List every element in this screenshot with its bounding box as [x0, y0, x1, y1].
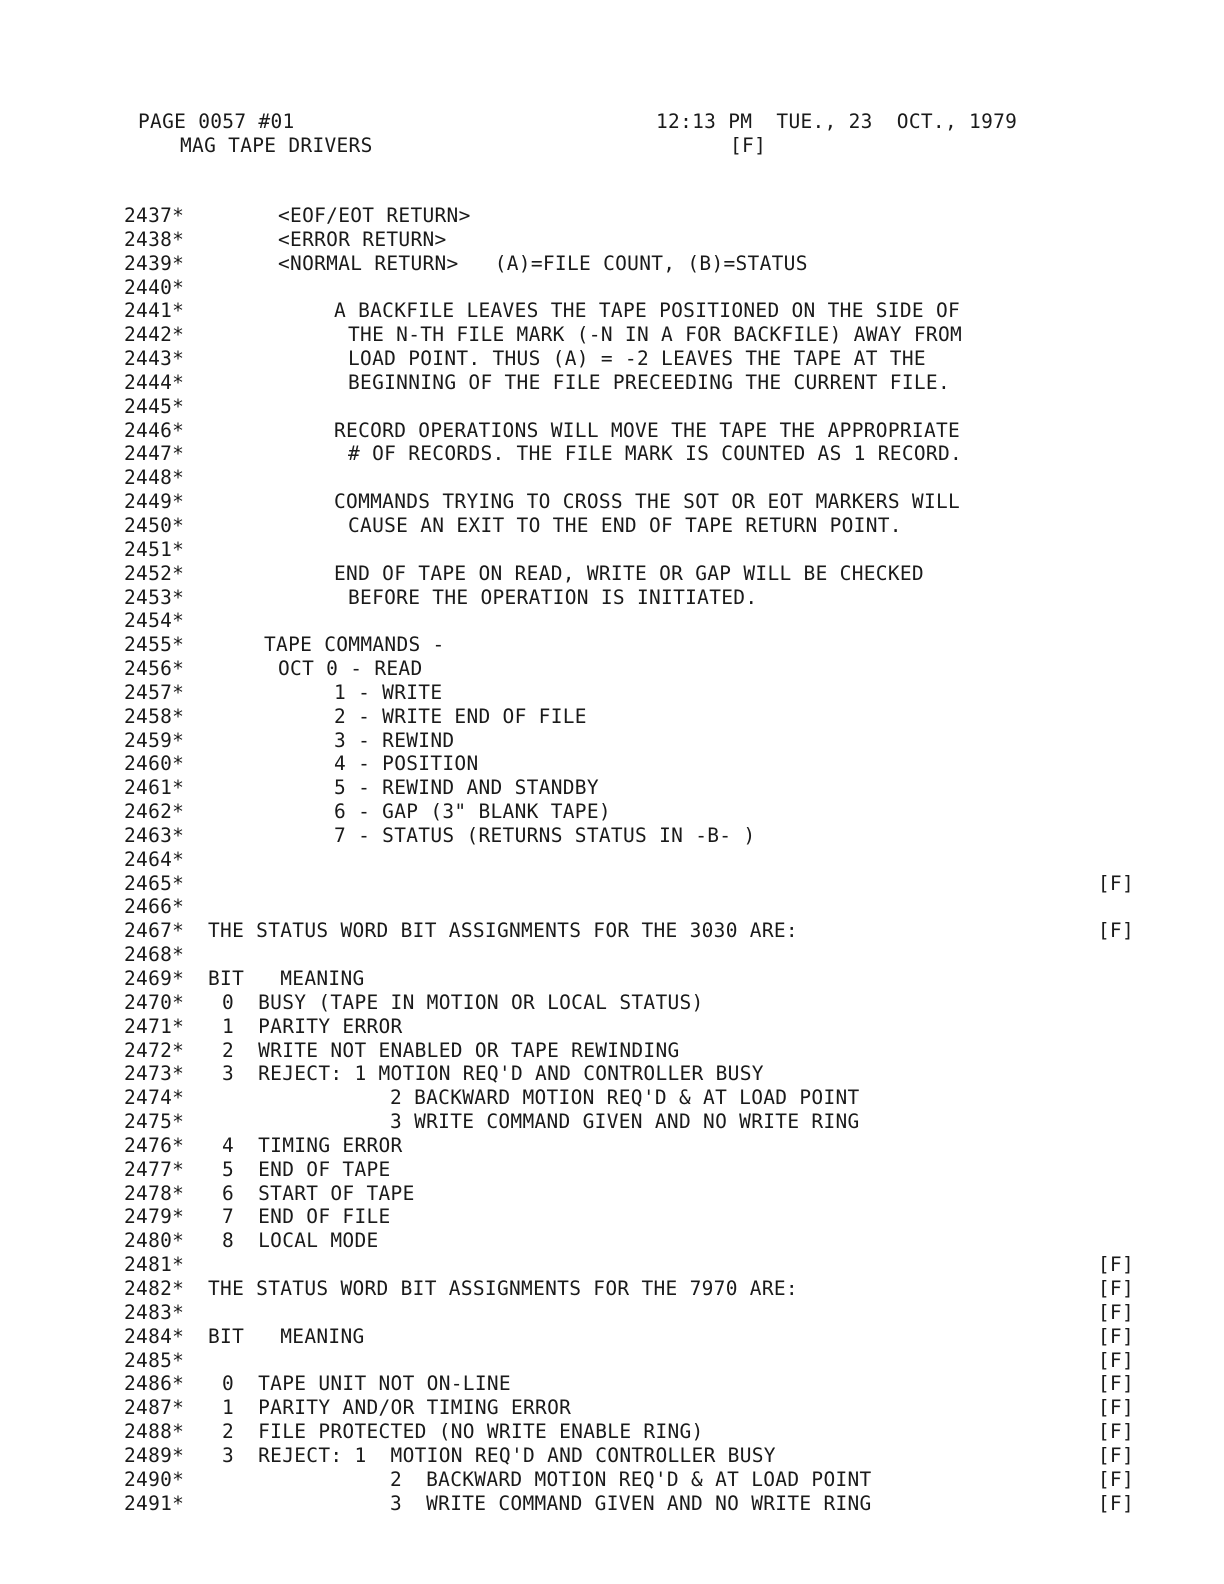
line-text: 4 - POSITION	[334, 752, 479, 776]
line-number: 2479*	[124, 1205, 185, 1229]
line-text: 5 END OF TAPE	[222, 1157, 391, 1181]
listing-line	[124, 776, 1134, 800]
line-number: 2453*	[124, 585, 185, 609]
page-id: PAGE 0057 #01	[138, 110, 295, 133]
listing-line	[124, 1372, 1134, 1396]
line-text: 3 - REWIND	[334, 728, 455, 752]
print-datetime: 12:13 PM TUE., 23 OCT., 1979	[656, 110, 1018, 133]
line-text: 8 LOCAL MODE	[222, 1229, 379, 1253]
listing-line	[124, 1396, 1134, 1420]
listing-line	[124, 538, 1134, 562]
line-text: 2 BACKWARD MOTION REQ'D & AT LOAD POINT	[390, 1467, 872, 1491]
line-number: 2487*	[124, 1396, 185, 1420]
line-number: 2470*	[124, 990, 185, 1014]
line-number: 2444*	[124, 370, 185, 394]
line-text: 3 REJECT: 1 MOTION REQ'D AND CONTROLLER BUSY	[222, 1062, 764, 1086]
line-number: 2489*	[124, 1443, 185, 1467]
line-text: 1 PARITY AND/OR TIMING ERROR	[222, 1396, 572, 1420]
line-number: 2437*	[124, 204, 185, 227]
listing-line	[124, 609, 1134, 633]
line-number: 2454*	[124, 609, 185, 633]
revision-flag: [F]	[1097, 1420, 1134, 1444]
line-text: RECORD OPERATIONS WILL MOVE THE TAPE THE APPROPRIATE	[334, 418, 961, 442]
line-number: 2446*	[124, 418, 185, 442]
revision-flag: [F]	[1097, 1253, 1134, 1277]
line-number: 2476*	[124, 1133, 185, 1157]
listing-line	[124, 872, 1134, 896]
listing-line	[124, 1015, 1134, 1039]
line-number: 2465*	[124, 871, 185, 895]
line-number: 2474*	[124, 1086, 185, 1110]
revision-flag: [F]	[1097, 871, 1134, 895]
line-number: 2480*	[124, 1229, 185, 1253]
line-text: 4 TIMING ERROR	[222, 1133, 403, 1157]
line-text: 6 START OF TAPE	[222, 1181, 415, 1205]
line-text: BEFORE THE OPERATION IS INITIATED.	[348, 585, 758, 609]
line-number: 2466*	[124, 895, 185, 919]
listing-line	[124, 1062, 1134, 1086]
listing-line	[124, 1253, 1134, 1277]
line-number: 2462*	[124, 800, 185, 824]
revision-flag: [F]	[1097, 1443, 1134, 1467]
line-text: 3 REJECT: 1 MOTION REQ'D AND CONTROLLER BUSY	[222, 1443, 776, 1467]
line-number: 2438*	[124, 227, 185, 251]
line-number: 2451*	[124, 537, 185, 561]
line-text: <EOF/EOT RETURN>	[278, 204, 471, 227]
line-text: OCT 0 - READ	[278, 657, 423, 681]
line-text: <ERROR RETURN>	[278, 227, 447, 251]
line-number: 2491*	[124, 1491, 185, 1515]
revision-flag: [F]	[1097, 1276, 1134, 1300]
listing-line	[124, 1086, 1134, 1110]
listing-line	[124, 419, 1134, 443]
source-listing	[124, 204, 1134, 1515]
line-text: THE N-TH FILE MARK (-N IN A FOR BACKFILE) AWAY FROM	[348, 323, 963, 347]
listing-line	[124, 586, 1134, 610]
line-number: 2448*	[124, 466, 185, 490]
listing-line	[124, 1205, 1134, 1229]
line-text: 6 - GAP (3" BLANK TAPE)	[334, 800, 611, 824]
listing-line	[124, 1158, 1134, 1182]
listing-line	[124, 729, 1134, 753]
listing-line	[124, 395, 1134, 419]
line-number: 2483*	[124, 1300, 185, 1324]
listing-line	[124, 204, 1134, 228]
line-number: 2449*	[124, 490, 185, 514]
line-number: 2484*	[124, 1324, 185, 1348]
line-number: 2447*	[124, 442, 185, 466]
line-text: 0 BUSY (TAPE IN MOTION OR LOCAL STATUS)	[222, 990, 704, 1014]
listing-line	[124, 919, 1134, 943]
line-text: 3 WRITE COMMAND GIVEN AND NO WRITE RING	[390, 1110, 860, 1134]
listing-line	[124, 276, 1134, 300]
revision-flag: [F]	[1097, 1396, 1134, 1420]
line-number: 2452*	[124, 561, 185, 585]
line-text: THE STATUS WORD BIT ASSIGNMENTS FOR THE 7970 ARE:	[208, 1276, 798, 1300]
line-number: 2460*	[124, 752, 185, 776]
listing-line	[124, 1325, 1134, 1349]
line-number: 2439*	[124, 251, 185, 275]
line-number: 2490*	[124, 1467, 185, 1491]
line-number: 2485*	[124, 1348, 185, 1372]
line-text: <NORMAL RETURN> (A)=FILE COUNT, (B)=STATUS	[278, 251, 808, 275]
listing-line	[124, 895, 1134, 919]
listing-line	[124, 1468, 1134, 1492]
listing-line	[124, 967, 1134, 991]
line-text: COMMANDS TRYING TO CROSS THE SOT OR EOT MARKERS WILL	[334, 490, 961, 514]
line-number: 2471*	[124, 1014, 185, 1038]
page-title: MAG TAPE DRIVERS	[180, 134, 373, 157]
listing-line	[124, 705, 1134, 729]
line-number: 2442*	[124, 323, 185, 347]
listing-line	[124, 800, 1134, 824]
revision-flag: [F]	[1097, 1300, 1134, 1324]
listing-line	[124, 1182, 1134, 1206]
line-number: 2456*	[124, 657, 185, 681]
listing-line	[124, 848, 1134, 872]
revision-flag: [F]	[1097, 1491, 1134, 1515]
line-number: 2455*	[124, 633, 185, 657]
line-text: BIT MEANING	[208, 967, 365, 990]
line-number: 2488*	[124, 1420, 185, 1444]
line-text: BIT MEANING	[208, 1324, 365, 1348]
line-number: 2477*	[124, 1157, 185, 1181]
line-text: 2 WRITE NOT ENABLED OR TAPE REWINDING	[222, 1038, 680, 1062]
line-number: 2478*	[124, 1181, 185, 1205]
line-text: 7 - STATUS (RETURNS STATUS IN -B- )	[334, 823, 756, 847]
listing-line	[124, 1039, 1134, 1063]
line-number: 2440*	[124, 275, 185, 299]
line-text: A BACKFILE LEAVES THE TAPE POSITIONED ON THE SIDE OF	[334, 299, 961, 323]
listing-line	[124, 1229, 1134, 1253]
line-text: 3 WRITE COMMAND GIVEN AND NO WRITE RING	[390, 1491, 872, 1515]
listing-line	[124, 681, 1134, 705]
line-text: # OF RECORDS. THE FILE MARK IS COUNTED AS 1 RECORD.	[348, 442, 963, 466]
header-flag: [F]	[730, 134, 767, 157]
line-text: CAUSE AN EXIT TO THE END OF TAPE RETURN POINT.	[348, 513, 902, 537]
line-text: 5 - REWIND AND STANDBY	[334, 776, 599, 800]
listing-line	[124, 1492, 1134, 1516]
listing-line	[124, 514, 1134, 538]
listing-line	[124, 1349, 1134, 1373]
line-number: 2475*	[124, 1110, 185, 1134]
line-number: 2457*	[124, 680, 185, 704]
listing-line	[124, 633, 1134, 657]
listing-line	[124, 824, 1134, 848]
line-number: 2486*	[124, 1372, 185, 1396]
line-number: 2445*	[124, 394, 185, 418]
listing-line	[124, 657, 1134, 681]
line-text: 0 TAPE UNIT NOT ON-LINE	[222, 1372, 511, 1396]
revision-flag: [F]	[1097, 1324, 1134, 1348]
listing-line	[124, 943, 1134, 967]
line-number: 2463*	[124, 823, 185, 847]
line-text: 1 PARITY ERROR	[222, 1014, 403, 1038]
listing-line	[124, 1134, 1134, 1158]
line-number: 2443*	[124, 347, 185, 371]
revision-flag: [F]	[1097, 1372, 1134, 1396]
line-text: BEGINNING OF THE FILE PRECEEDING THE CURRENT FILE.	[348, 370, 950, 394]
revision-flag: [F]	[1097, 919, 1134, 943]
line-number: 2467*	[124, 919, 185, 943]
listing-line	[124, 228, 1134, 252]
line-text: END OF TAPE ON READ, WRITE OR GAP WILL BE CHECKED	[334, 561, 924, 585]
listing-line	[124, 1277, 1134, 1301]
revision-flag: [F]	[1097, 1348, 1134, 1372]
line-number: 2472*	[124, 1038, 185, 1062]
line-text: 1 - WRITE	[334, 680, 443, 704]
listing-line	[124, 299, 1134, 323]
line-number: 2464*	[124, 847, 185, 871]
line-text: THE STATUS WORD BIT ASSIGNMENTS FOR THE 3030 ARE:	[208, 919, 798, 943]
listing-line	[124, 1444, 1134, 1468]
line-number: 2461*	[124, 776, 185, 800]
line-text: TAPE COMMANDS -	[264, 633, 445, 657]
line-number: 2450*	[124, 513, 185, 537]
line-number: 2473*	[124, 1062, 185, 1086]
listing-line	[124, 347, 1134, 371]
listing-line	[124, 442, 1134, 466]
line-number: 2468*	[124, 943, 185, 967]
listing-line	[124, 1110, 1134, 1134]
line-number: 2482*	[124, 1276, 185, 1300]
line-number: 2458*	[124, 704, 185, 728]
listing-line	[124, 490, 1134, 514]
listing-line	[124, 323, 1134, 347]
line-number: 2459*	[124, 728, 185, 752]
listing-line	[124, 466, 1134, 490]
line-text: LOAD POINT. THUS (A) = -2 LEAVES THE TAPE AT THE	[348, 347, 926, 371]
line-number: 2469*	[124, 967, 185, 990]
line-text: 2 - WRITE END OF FILE	[334, 704, 587, 728]
revision-flag: [F]	[1097, 1467, 1134, 1491]
line-number: 2481*	[124, 1253, 185, 1277]
line-text: 2 BACKWARD MOTION REQ'D & AT LOAD POINT	[390, 1086, 860, 1110]
listing-line	[124, 1420, 1134, 1444]
line-text: 7 END OF FILE	[222, 1205, 391, 1229]
listing-line	[124, 1301, 1134, 1325]
listing-line	[124, 991, 1134, 1015]
listing-line	[124, 252, 1134, 276]
listing-line	[124, 371, 1134, 395]
line-number: 2441*	[124, 299, 185, 323]
listing-line	[124, 752, 1134, 776]
listing-line	[124, 562, 1134, 586]
line-text: 2 FILE PROTECTED (NO WRITE ENABLE RING)	[222, 1420, 704, 1444]
